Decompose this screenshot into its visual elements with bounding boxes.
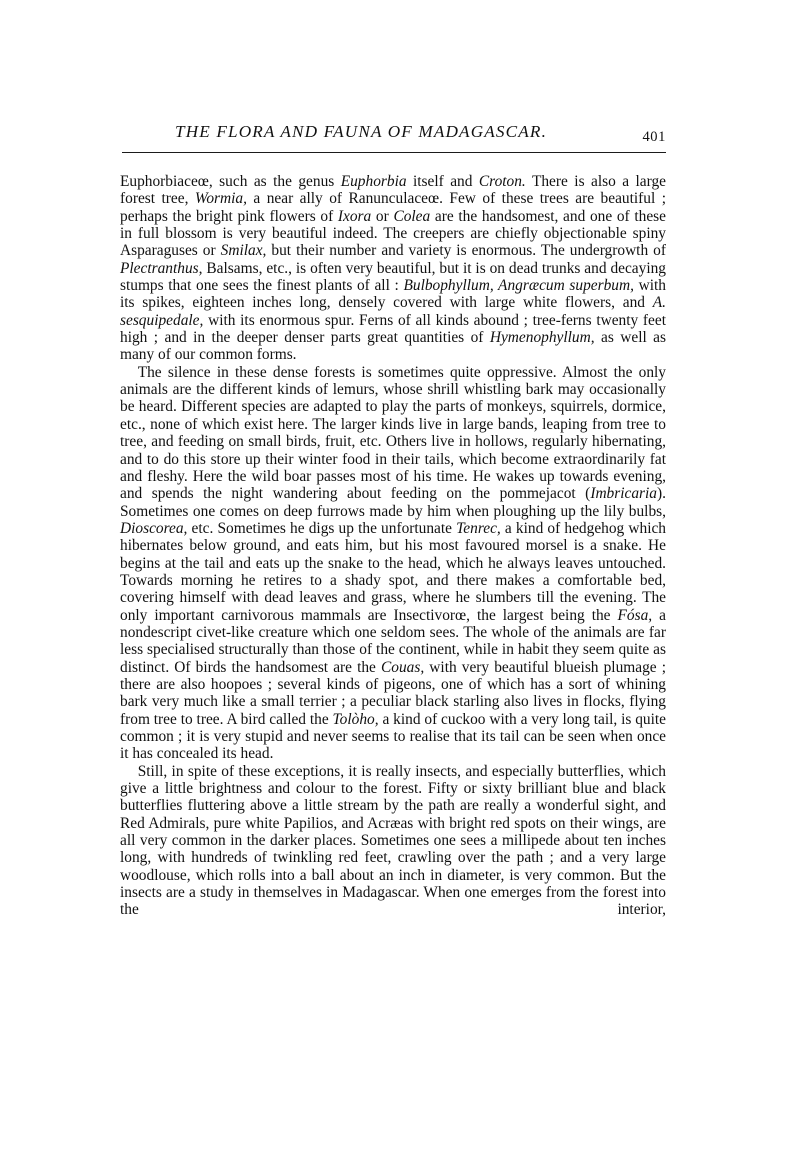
italic-term: Plectranthus, (120, 259, 203, 277)
italic-term: Tenrec, (456, 519, 501, 537)
italic-term: Smilax, (220, 242, 267, 260)
italic-term: Croton. (478, 173, 526, 190)
page-content (120, 122, 666, 919)
italic-term: Fósa, (617, 606, 653, 624)
page-number: 401 (642, 129, 666, 145)
italic-term: Ixora (337, 207, 372, 225)
header-rule (122, 152, 666, 153)
italic-term: Hymenophyllum, (489, 329, 595, 347)
italic-term: Colea (393, 207, 431, 225)
italic-term: Tolòho, (332, 710, 379, 728)
italic-term: Imbricaria (590, 485, 658, 503)
italic-term: Couas, (381, 658, 425, 676)
paragraph: The silence in these dense forests is sometimes quite oppressive. Almost the only animals are the different kinds of lemurs, whose shrill whistling bark may occasionally be heard. Different species are adapted to play the parts of monkeys, squirrels, dormice, etc., none of which exist here. The larger kinds live in large bands, leaping from tree to tree, and feeding on small birds, fruit, etc. Others live in hollows, regularly hibernating, and to do this store up their winter food in their tails, which become extraordinarily fat and fleshy. Here the wild boar passes most of his time. He wakes up towards evening, and spends the night wandering about feeding on the pommejacot (Imbricaria). Sometimes one comes on deep furrows made by him when ploughing up the lily bulbs, Dioscorea, etc. Sometimes he digs up the unfortunate Tenrec, a kind of hedgehog which hibernates below ground, and eats him, but his most favoured morsel is a snake. He begins at the tail and eats up the snake to the head, which he always leaves untouched. Towards morning he retires to a shady spot, and there makes a comfortable bed, covering himself with dead leaves and grass, where he slumbers till the evening. The only important carnivorous mammals are Insectivorœ, the largest being the Fósa, a nondescript civet-like creature which one seldom sees. The whole of the animals are far less specialised structurally than those of the continent, while in habit they seem quite as distinct. Of birds the handsomest are the Couas, with very beautiful blueish plumage ; there are also hoopoes ; several kinds of pigeons, one of which has a sort of whining bark very much like a small terrier ; a peculiar black starling also lives in flocks, flying from tree to tree. A bird called the Tolòho, a kind of cuckoo with a very long tail, is quite common ; it is very stupid and never seems to realise that its tail can be seen when once it has concealed its head. (120, 363, 666, 763)
paragraph: Still, in spite of these exceptions, it is really insects, and especially butterflies, which give a little brightness and colour to the forest. Fifty or sixty brilliant blue and black butterflies fluttering above a little stream by the path are really a wonderful sight, and Red Admirals, pure white Papilios, and Acræas with bright red spots on their wings, are all very common in the darker places. Sometimes one sees a millipede about ten inches long, with hundreds of twinkling red feet, crawling over the path ; and a very large woodlouse, which rolls into a ball about an inch in diameter, is very common. But the insects are a study in themselves in Madagascar. When one emerges from the forest into the interior, (120, 762, 666, 919)
italic-term: Dioscorea, (120, 519, 188, 537)
italic-term: Wormia, (194, 190, 247, 208)
page-title: THE FLORA AND FAUNA OF MADAGASCAR. (175, 122, 548, 141)
paragraph: Euphorbiaceœ, such as the genus Euphorbia itself and Croton. There is also a large forest tree, Wormia, a near ally of Ranunculaceœ. Few of these trees are beautiful ; perhaps the bright pink flowers of Ixora or Colea are the handsomest, and one of these in full blossom is very beautiful indeed. The creepers are chiefly objectionable spiny Asparaguses or Smilax, but their number and variety is enormous. The undergrowth of Plectranthus, Balsams, etc., is often very beautiful, but it is on dead trunks and decaying stumps that one sees the finest plants of all : Bulbophyllum, Angræcum superbum, with its spikes, eighteen inches long, densely covered with large white flowers, and A. sesquipedale, with its enormous spur. Ferns of all kinds abound ; tree-ferns twenty feet high ; and in the deeper denser parts great quantities of Hymenophyllum, as well as many of our common forms. (120, 173, 667, 364)
body-text (120, 173, 666, 919)
italic-term: A. sesquipedale, (120, 294, 666, 329)
italic-term: Euphorbia (340, 173, 407, 190)
italic-term: Bulbophyllum, Angræcum superbum, (403, 277, 634, 295)
running-head (120, 122, 666, 152)
